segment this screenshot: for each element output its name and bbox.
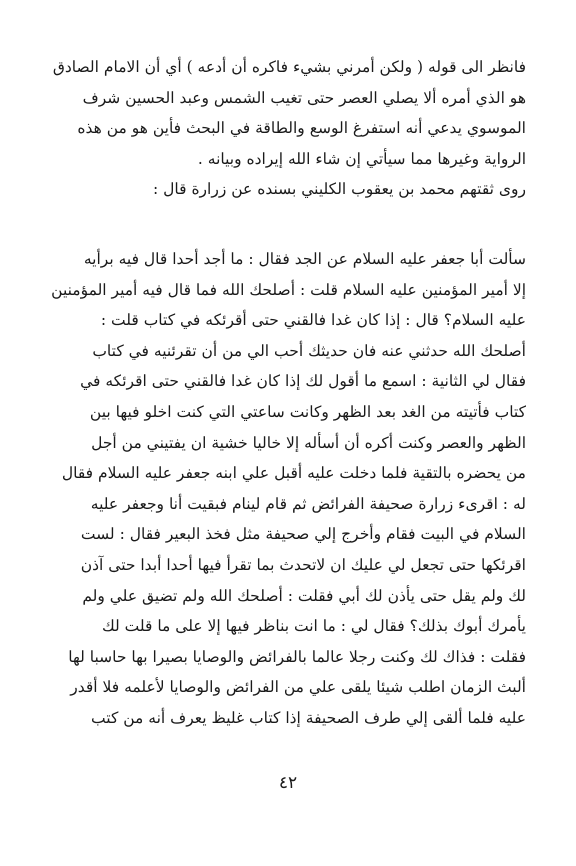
paragraph-commentary — [48, 52, 526, 205]
text-line: ألبث الزمان اطلب شيئا يلقى علي من الفرائض والوصايا لأعلمه فلا أقدر — [70, 678, 526, 697]
text-line: لك ولم يقل حتى يأذن لك أبي فقلت : أصلحك الله ولم تضيق علي ولم — [82, 586, 526, 605]
text-line: الظهر والعصر وكنت أكره أن أسأله إلا خاليا خشية ان يفتيني من أجل — [91, 433, 526, 452]
text-line: له : اقرىء زرارة صحيفة الفرائض ثم قام لينام فبقيت أنا وجعفر عليه — [90, 494, 526, 513]
text-line: عليه فلما ألقى إلي طرف الصحيفة إذا كتاب غليظ يعرف أنه من كتب — [91, 708, 526, 727]
text-line: إلا أمير المؤمنين عليه السلام قلت : أصلحك الله فما قال فيه أمير المؤمنين — [51, 280, 526, 299]
text-line: فانظر الى قوله ( ولكن أمرني بشيء فاكره أن أدعه ) أي أن الامام الصادق — [52, 58, 526, 76]
text-line: كتاب فأتيته من الغد بعد الظهر وكانت ساعتي التي كنت اخلو فيها بين — [89, 402, 526, 421]
text-line: روى ثقتهم محمد بن يعقوب الكليني بسنده عن زرارة قال : — [152, 180, 526, 199]
text-line: سألت أبا جعفر عليه السلام عن الجد فقال : ما أجد أحدا قال فيه برأيه — [83, 250, 526, 268]
text-line: من يحضره بالتقية فلما دخلت عليه أقبل علي ابنه جعفر عليه السلام فقال — [61, 464, 526, 483]
text-line: فقلت : فذاك لك وكنت رجلا عالما بالفرائض والوصايا بصيرا بها حاسبا لها — [68, 647, 526, 666]
page-number: ٤٢ — [278, 773, 298, 793]
text-line: الرواية وغيرها مما سيأتي إن شاء الله إيراده وبيانه . — [197, 149, 526, 168]
text-line: يأمرك أبوك بذلك؟ فقال لي : ما انت بناظر فيها إلا على ما قلت لك — [101, 617, 526, 636]
text-line: عليه السلام؟ قال : إذا كان غدا فالقني حتى أقرئكه في كتاب قلت : — [100, 311, 526, 330]
text-line: أصلحك الله حدثني عنه فان حديثك أحب الي من أن تقرئنيه في كتاب — [92, 341, 526, 360]
text-line: هو الذي أمره ألا يصلي العصر حتى تغيب الشمس وعبد الحسين شرف — [82, 88, 526, 107]
text-line: اقرئكها حتى تجعل لي عليك ان لاتحدث بما تقرأ فيها أحدا أبدا حتى آذن — [80, 555, 526, 574]
paragraph-narration — [48, 244, 526, 734]
text-line: الموسوي يدعي أنه استفرغ الوسع والطاقة في البحث فأين هو من هذه — [77, 119, 526, 138]
text-line: السلام في البيت فقام وأخرج إلي صحيفة مثل فخذ البعير فقال : لست — [80, 525, 526, 544]
text-line: فقال لي الثانية : اسمع ما أقول لك إذا كان غدا فالقني حتى اقرئكه في — [80, 372, 526, 391]
